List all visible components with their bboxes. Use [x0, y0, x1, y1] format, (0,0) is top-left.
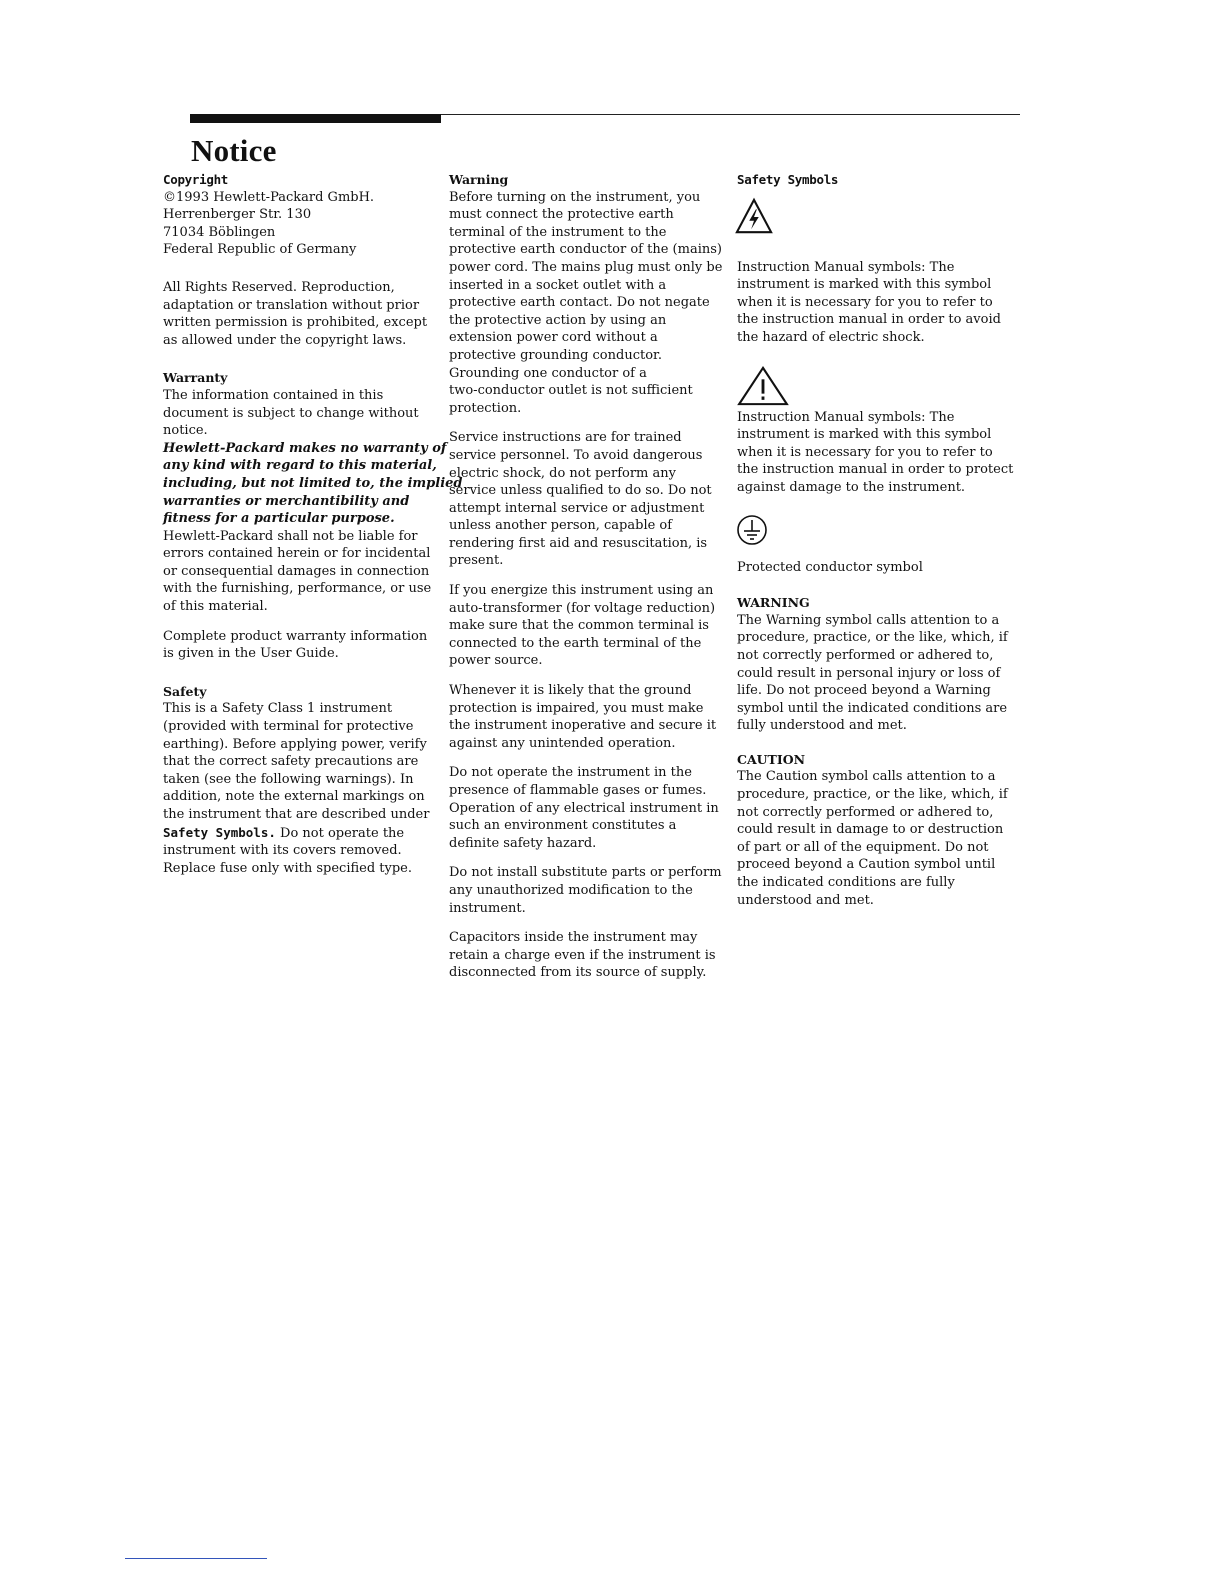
footer-rule — [125, 1558, 267, 1559]
text-line: fully understood and met. — [737, 718, 907, 734]
text-line: Capacitors inside the instrument may — [449, 930, 698, 946]
text-line: is given in the User Guide. — [163, 646, 339, 662]
text-line: notice. — [163, 423, 208, 439]
text-line: protective earth contact. Do not negate — [449, 295, 710, 311]
text-line: such an environment constitutes a — [449, 818, 677, 834]
text-line: Before turning on the instrument, you — [449, 189, 701, 205]
text-line: procedure, practice, or the like, which, if — [737, 787, 1008, 803]
safety-symbols-heading: Safety Symbols — [737, 172, 839, 187]
text-line: with the furnishing, performance, or use — [163, 581, 432, 597]
text-line: could result in damage to or destruction — [737, 822, 1004, 838]
text-line: that the correct safety precautions are — [163, 754, 419, 770]
safety-inline-line — [163, 824, 439, 843]
text-line: If you energize this instrument using an — [449, 583, 714, 599]
copyright-heading: Copyright — [163, 172, 229, 187]
text-line: when it is necessary for you to refer to — [737, 444, 993, 460]
text-line: taken (see the following warnings). In — [163, 771, 414, 787]
lightning-warning-icon — [735, 197, 773, 235]
text-line: The Warning symbol calls attention to a — [737, 612, 1000, 628]
text-line: not correctly performed or adhered to, — [737, 647, 994, 663]
text-line: warranties or merchantibility and — [163, 493, 410, 509]
text-line: connected to the earth terminal of the — [449, 635, 702, 651]
warning-block — [449, 189, 726, 418]
text-line: retain a charge even if the instrument is — [449, 947, 716, 963]
text-line: the instrument that are described under — [163, 807, 430, 822]
service-block — [449, 429, 726, 570]
text-line: (provided with terminal for protective — [163, 719, 414, 735]
text-line: All Rights Reserved. Reproduction, — [163, 279, 395, 295]
shock-symbol-text — [737, 259, 1017, 347]
text-line: Replace fuse only with specified type. — [163, 860, 413, 876]
text-line: protection. — [449, 400, 522, 416]
safety-block — [163, 700, 439, 823]
text-line: Complete product warranty information — [163, 628, 428, 644]
text-line: must connect the protective earth — [449, 207, 674, 223]
text-line: Service instructions are for trained — [449, 430, 682, 446]
text-line: life. Do not proceed beyond a Warning — [737, 683, 991, 699]
text-line: Whenever it is likely that the ground — [449, 683, 692, 699]
safety-heading: Safety — [163, 683, 207, 699]
text-line: electric shock, do not perform any — [449, 465, 676, 481]
text-line: symbol until the indicated conditions are — [737, 700, 1008, 716]
safety-block-end — [163, 842, 439, 877]
text-line: service unless qualified to do so. Do not — [449, 483, 712, 499]
text-line: 71034 Böblingen — [163, 224, 276, 240]
liability-block — [163, 528, 439, 616]
text-line: Grounding one conductor of a — [449, 365, 647, 381]
warning-heading: Warning — [449, 172, 509, 187]
text-line: make sure that the common terminal is — [449, 618, 709, 634]
text-line: This is a Safety Class 1 instrument — [163, 701, 393, 717]
text-line: power cord. The mains plug must only be — [449, 259, 723, 275]
text-line: addition, note the external markings on — [163, 789, 425, 805]
protected-conductor-label: Protected conductor symbol — [737, 559, 923, 575]
flammable-block — [449, 764, 726, 852]
text-line: definite safety hazard. — [449, 835, 597, 851]
capacitor-block — [449, 929, 726, 982]
text-line: instrument with its covers removed. — [163, 843, 402, 859]
text-line: protective grounding conductor. — [449, 347, 662, 363]
text-line: presence of flammable gases or fumes. — [449, 783, 707, 798]
ground-block — [449, 682, 726, 752]
protective-earth-icon — [735, 513, 769, 547]
text-line: Instruction Manual symbols: The — [737, 259, 955, 275]
text-line: Do not install substitute parts or perform — [449, 865, 722, 881]
text-line: service personnel. To avoid dangerous — [449, 447, 703, 463]
text-line: The Caution symbol calls attention to a — [737, 769, 996, 785]
text-line: the instrument inoperative and secure it — [449, 718, 717, 734]
exclamation-warning-icon — [735, 365, 791, 407]
text-line: any unauthorized modification to the — [449, 882, 693, 898]
text-line: document is subject to change without — [163, 405, 419, 421]
copyright-block — [163, 189, 439, 259]
text-line: as allowed under the copyright laws. — [163, 332, 407, 348]
safety-inline-rest: Do not operate the — [275, 825, 405, 841]
text-line: the instruction manual in order to avoid — [737, 312, 1001, 328]
text-line: extension power cord without a — [449, 330, 658, 346]
column-middle — [449, 171, 726, 994]
text-line: Do not operate the instrument in the — [449, 765, 692, 781]
text-line: Instruction Manual symbols: The — [737, 409, 955, 425]
text-line: adaptation or translation without prior — [163, 297, 420, 313]
text-line: the hazard of electric shock. — [737, 329, 925, 345]
column-right — [737, 171, 1017, 921]
text-line: inserted in a socket outlet with a — [449, 277, 667, 293]
warning-symbol-text — [737, 612, 1017, 735]
complete-warranty-block — [163, 628, 439, 663]
text-line: protective earth conductor of the (mains) — [449, 242, 722, 258]
text-line: rendering first aid and resuscitation, is — [449, 535, 708, 551]
text-line: Hewlett-Packard shall not be liable for — [163, 528, 418, 544]
text-line: Operation of any electrical instrument in — [449, 800, 719, 816]
warranty-disclaimer — [163, 440, 463, 528]
text-line: could result in personal injury or loss of — [737, 665, 1001, 681]
text-line: instrument. — [449, 900, 526, 916]
text-line: Federal Republic of Germany — [163, 242, 357, 258]
column-left — [163, 171, 463, 877]
text-line: of this material. — [163, 599, 268, 615]
text-line: instrument is marked with this symbol — [737, 427, 992, 443]
warranty-heading: Warranty — [163, 370, 228, 386]
caution-symbol-text — [737, 768, 1017, 909]
safety-symbols-ref: Safety Symbols. — [163, 824, 276, 840]
text-line: terminal of the instrument to the — [449, 224, 667, 240]
text-line: not correctly performed or adhered to, — [737, 804, 994, 820]
text-line: unless another person, capable of — [449, 518, 673, 534]
text-line: the indicated conditions are fully — [737, 875, 955, 891]
text-line: procedure, practice, or the like, which, if — [737, 630, 1008, 646]
text-line: of part or all of the equipment. Do not — [737, 839, 989, 855]
text-line: Herrenberger Str. 130 — [163, 207, 312, 223]
text-line: present. — [449, 553, 504, 569]
header-rule-accent — [190, 114, 441, 123]
text-line: Hewlett-Packard makes no warranty of — [163, 440, 447, 456]
text-line: understood and met. — [737, 892, 874, 908]
text-line: any kind with regard to this material, — [163, 458, 437, 474]
text-line: two-conductor outlet is not sufficient — [449, 383, 693, 399]
warranty-block — [163, 387, 439, 440]
text-line: against damage to the instrument. — [737, 479, 966, 495]
text-line: power source. — [449, 653, 543, 669]
rights-block — [163, 279, 439, 349]
energize-block — [449, 582, 726, 670]
text-line: errors contained herein or for incidental — [163, 546, 431, 562]
text-line: including, but not limited to, the implied — [163, 475, 463, 491]
text-line: instrument is marked with this symbol — [737, 277, 992, 293]
text-line: ©1993 Hewlett-Packard GmbH. — [163, 189, 375, 205]
text-line: or consequential damages in connection — [163, 563, 430, 579]
text-line: against any unintended operation. — [449, 735, 676, 751]
text-line: The information contained in this — [163, 387, 384, 403]
text-line: fitness for a particular purpose. — [163, 511, 395, 527]
damage-symbol-text — [737, 409, 1017, 497]
text-line: protection is impaired, you must make — [449, 700, 704, 716]
text-line: earthing). Before applying power, verify — [163, 736, 427, 752]
text-line: the instruction manual in order to protect — [737, 462, 1014, 478]
text-line: attempt internal service or adjustment — [449, 500, 705, 516]
warning-symbol-heading: WARNING — [737, 595, 810, 611]
text-line: proceed beyond a Caution symbol until — [737, 857, 996, 873]
caution-symbol-heading: CAUTION — [737, 751, 806, 767]
text-line: when it is necessary for you to refer to — [737, 294, 993, 310]
page-title: Notice — [191, 133, 277, 168]
text-line: written permission is prohibited, except — [163, 315, 428, 331]
text-line: the protective action by using an — [449, 312, 667, 328]
substitute-block — [449, 864, 726, 917]
text-line: disconnected from its source of supply. — [449, 965, 707, 981]
text-line: auto-transformer (for voltage reduction) — [449, 600, 716, 616]
